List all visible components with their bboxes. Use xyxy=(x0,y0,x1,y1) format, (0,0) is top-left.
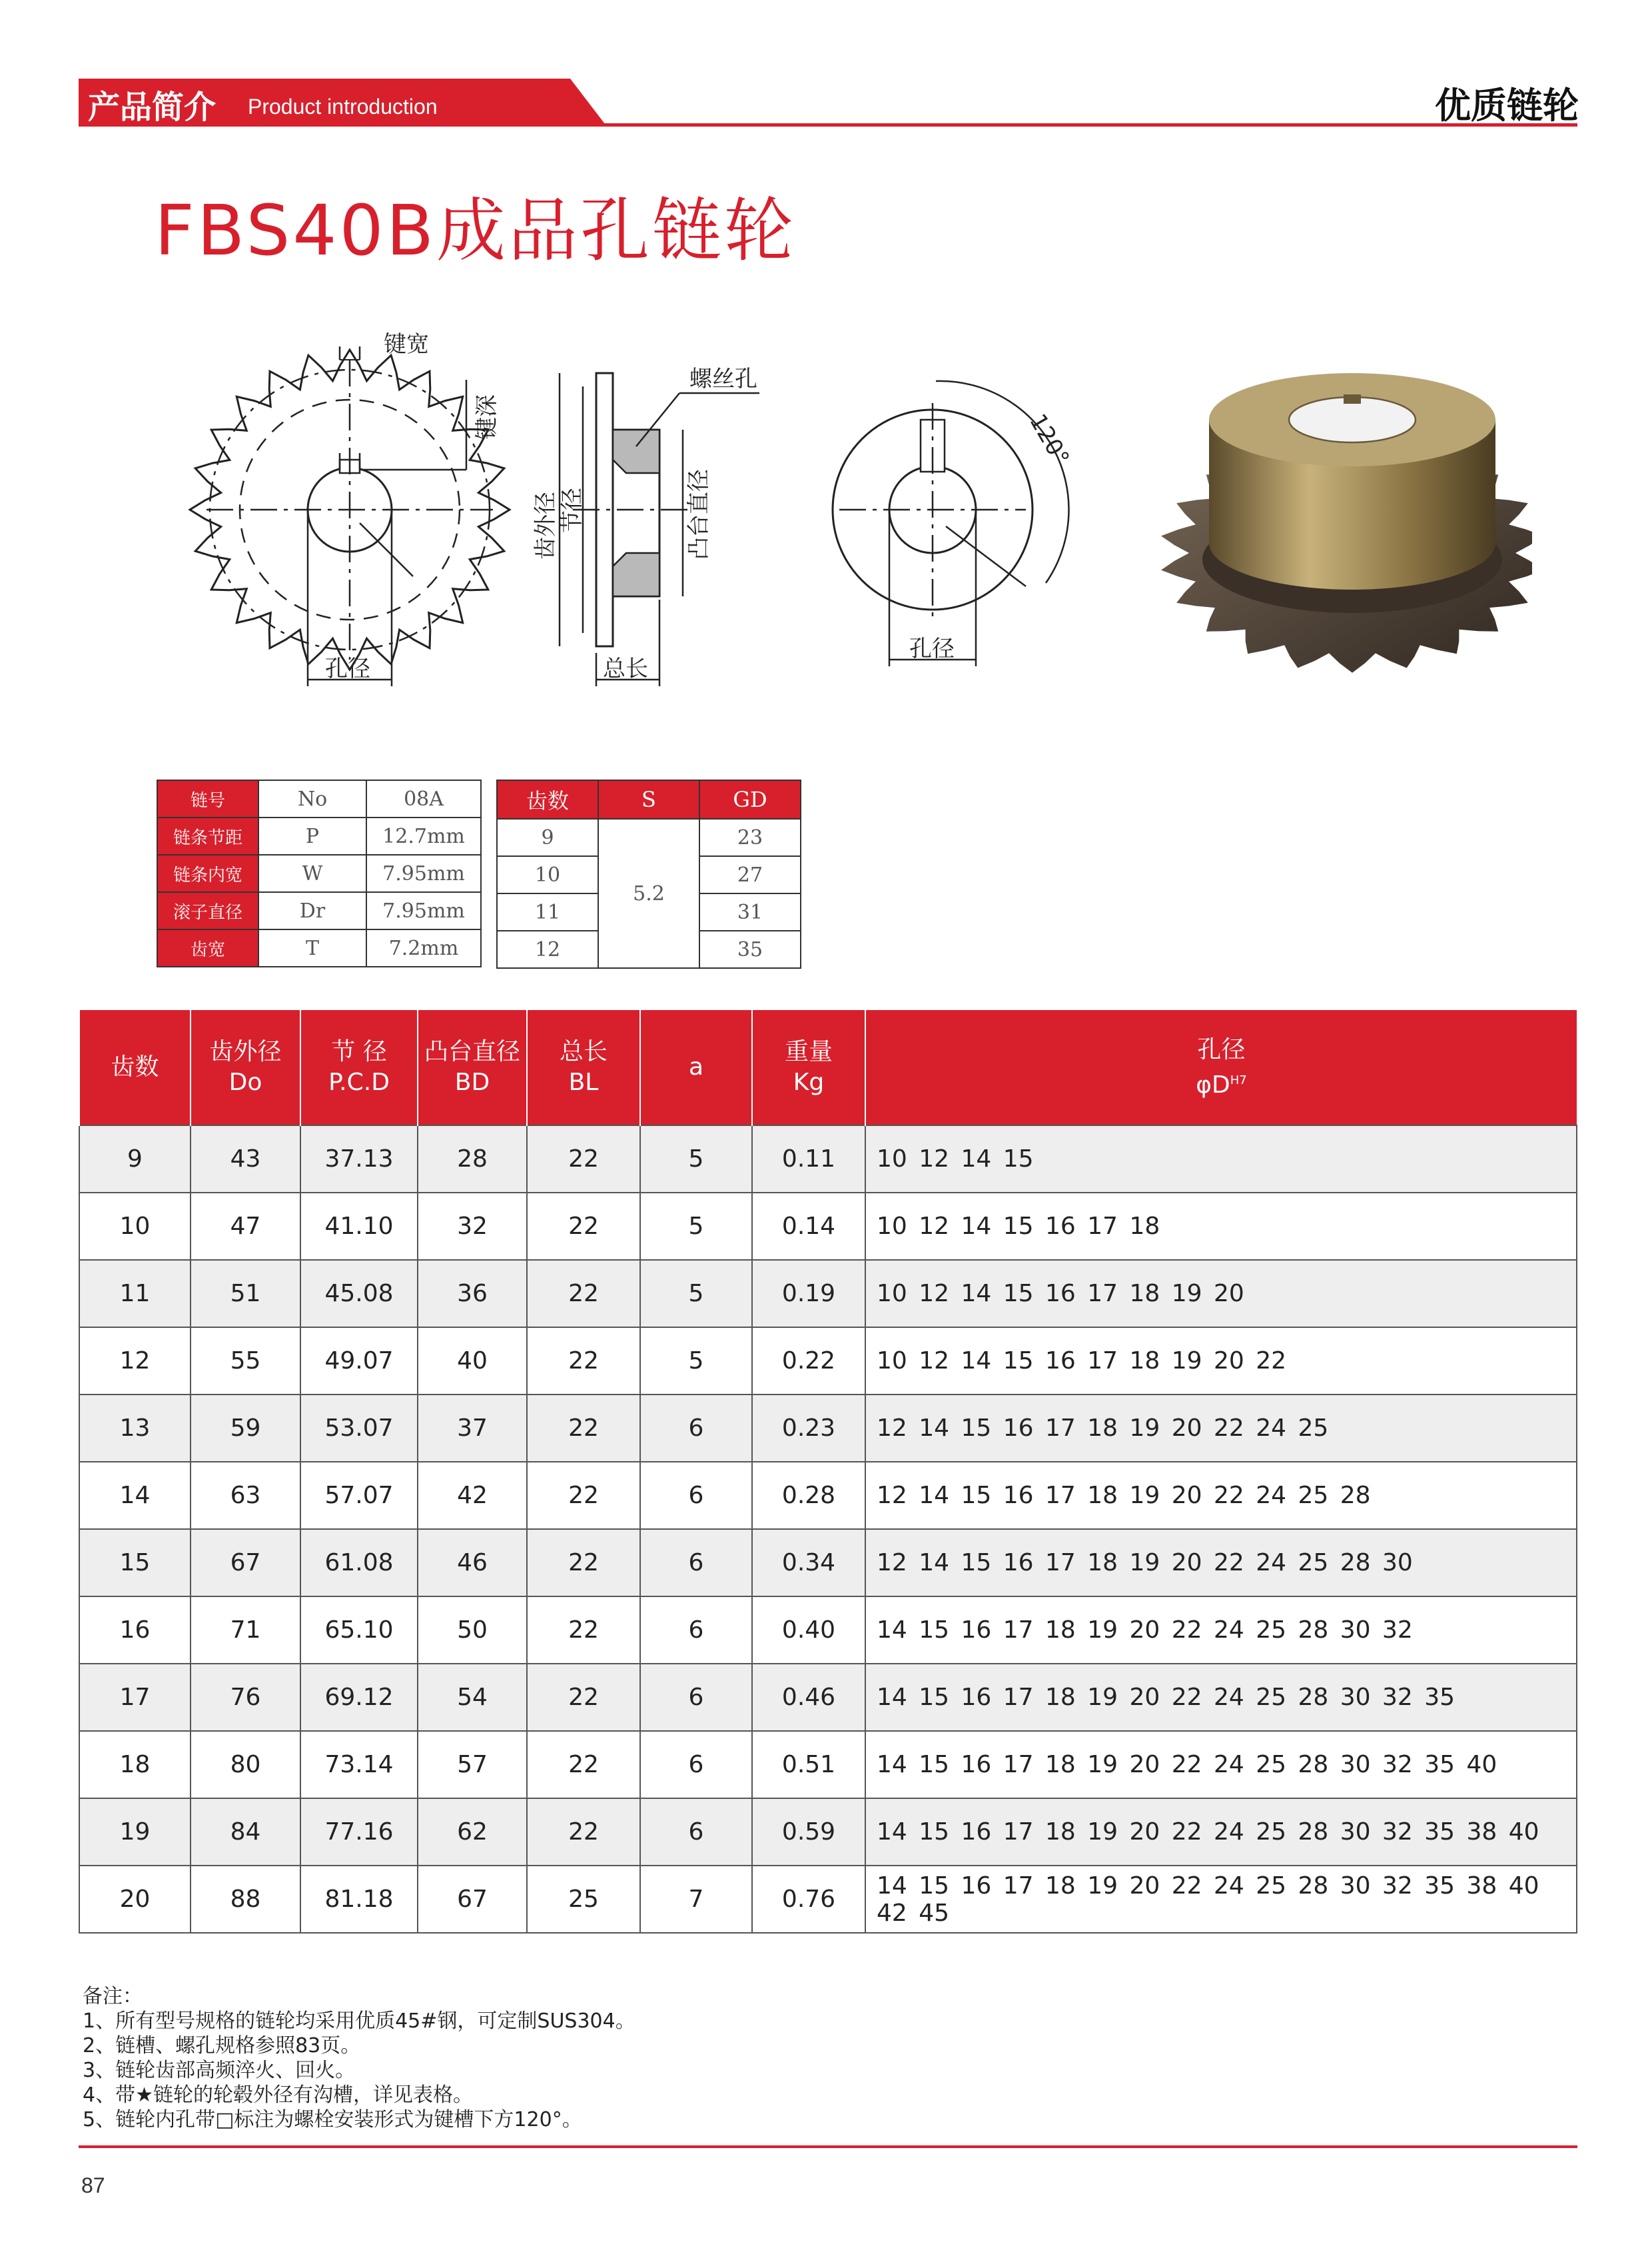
table-cell: 81.18 xyxy=(300,1866,418,1933)
header-label: a xyxy=(688,1053,704,1081)
table-cell: 50 xyxy=(418,1596,527,1664)
col-teeth: 齿数 xyxy=(497,780,598,819)
header-col-7 xyxy=(865,1010,1577,1125)
table-cell: 22 xyxy=(527,1462,640,1529)
product-photo xyxy=(1161,373,1532,673)
table-cell: 9 xyxy=(79,1125,191,1193)
table-cell: 36 xyxy=(418,1260,527,1327)
label-angle: 120° xyxy=(1024,409,1074,470)
table-row xyxy=(79,1193,1577,1260)
spec-row xyxy=(157,818,481,855)
table-cell: 32 xyxy=(418,1193,527,1260)
table-cell: 22 xyxy=(527,1664,640,1731)
header-label: 总长 xyxy=(559,1038,608,1065)
table-cell: 67 xyxy=(191,1529,300,1596)
table-cell: 22 xyxy=(527,1260,640,1327)
table-cell: 0.14 xyxy=(752,1193,865,1260)
table-cell: 84 xyxy=(191,1798,300,1866)
teeth-cell: 12 xyxy=(497,931,598,968)
table-cell: 12 14 15 16 17 18 19 20 22 24 25 28 30 xyxy=(865,1529,1577,1596)
table-cell: 5 xyxy=(640,1327,752,1395)
table-row xyxy=(79,1327,1577,1395)
spec-label: 齿宽 xyxy=(157,929,258,967)
table-cell: 51 xyxy=(191,1260,300,1327)
section-title-cn: 产品简介 xyxy=(88,89,216,126)
table-cell: 14 15 16 17 18 19 20 22 24 25 28 30 32 xyxy=(865,1596,1577,1664)
spec-symbol: Dr xyxy=(258,892,366,929)
col-gd: GD xyxy=(699,780,801,819)
table-cell: 63 xyxy=(191,1462,300,1529)
header-label: 齿外径 xyxy=(209,1038,282,1065)
table-cell: 62 xyxy=(418,1798,527,1866)
table-cell: 0.40 xyxy=(752,1596,865,1664)
table-cell: 12 14 15 16 17 18 19 20 22 24 25 28 xyxy=(865,1462,1577,1529)
hub-spec-row xyxy=(497,819,801,856)
table-cell: 6 xyxy=(640,1596,752,1664)
label-outer-dia: 齿外径 xyxy=(532,492,559,560)
table-row xyxy=(79,1125,1577,1193)
table-cell: 73.14 xyxy=(300,1731,418,1798)
spec-value: 7.95mm xyxy=(366,855,481,892)
table-cell: 57 xyxy=(418,1731,527,1798)
table-cell: 0.51 xyxy=(752,1731,865,1798)
table-cell: 76 xyxy=(191,1664,300,1731)
front-view xyxy=(190,331,510,686)
header-label: 重量 xyxy=(784,1038,833,1065)
spec-symbol: T xyxy=(258,929,366,967)
spec-label: 链条节距 xyxy=(157,818,258,855)
table-cell: 22 xyxy=(527,1596,640,1664)
table-cell: 77.16 xyxy=(300,1798,418,1866)
spec-label: 链号 xyxy=(157,780,258,818)
table-cell: 17 xyxy=(79,1664,191,1731)
table-cell: 10 12 14 15 16 17 18 19 20 22 xyxy=(865,1327,1577,1395)
table-cell: 14 15 16 17 18 19 20 22 24 25 28 30 32 35 38 40 xyxy=(865,1798,1577,1866)
table-cell: 14 15 16 17 18 19 20 22 24 25 28 30 32 35 40 xyxy=(865,1731,1577,1798)
table-cell: 0.28 xyxy=(752,1462,865,1529)
sprocket-dimension-table xyxy=(79,1010,1577,1934)
header-label: 节 径 xyxy=(331,1038,387,1065)
page-title: FBS40B成品孔链轮 xyxy=(155,190,797,271)
table-cell: 14 xyxy=(79,1462,191,1529)
section-title-en: Product introduction xyxy=(248,95,438,119)
chain-spec-table xyxy=(157,780,482,967)
note-line: 1、所有型号规格的链轮均采用优质45#钢，可定制SUS304。 xyxy=(83,2009,635,2033)
table-cell: 22 xyxy=(527,1529,640,1596)
spec-row xyxy=(157,892,481,929)
table-cell: 12 xyxy=(79,1327,191,1395)
table-cell: 42 xyxy=(418,1462,527,1529)
header-col-6 xyxy=(752,1010,865,1125)
table-cell: 22 xyxy=(527,1193,640,1260)
header-col-2 xyxy=(300,1010,418,1125)
table-cell: 61.08 xyxy=(300,1529,418,1596)
table-row xyxy=(79,1866,1577,1933)
header-rule xyxy=(79,123,1577,127)
spec-label: 链条内宽 xyxy=(157,855,258,892)
header-label: 凸台直径 xyxy=(424,1038,520,1065)
table-cell: 10 12 14 15 xyxy=(865,1125,1577,1193)
teeth-cell: 10 xyxy=(497,856,598,893)
header-sublabel: P.C.D xyxy=(328,1069,390,1096)
header-col-3 xyxy=(418,1010,527,1125)
technical-drawing xyxy=(187,320,1532,720)
table-cell: 53.07 xyxy=(300,1395,418,1462)
table-cell: 6 xyxy=(640,1395,752,1462)
table-row xyxy=(79,1462,1577,1529)
table-cell: 41.10 xyxy=(300,1193,418,1260)
table-cell: 10 12 14 15 16 17 18 xyxy=(865,1193,1577,1260)
note-line: 4、带★链轮的轮毂外径有沟槽，详见表格。 xyxy=(83,2083,473,2107)
table-cell: 88 xyxy=(191,1866,300,1933)
label-pitch-dia: 节径 xyxy=(559,488,586,533)
header-label: 孔径 xyxy=(1197,1035,1246,1063)
note-line: 2、链槽、螺孔规格参照83页。 xyxy=(83,2034,361,2057)
table-cell: 0.76 xyxy=(752,1866,865,1933)
table-cell: 0.22 xyxy=(752,1327,865,1395)
spec-row xyxy=(157,855,481,892)
header-sublabel: BD xyxy=(454,1069,490,1096)
header-col-4 xyxy=(527,1010,640,1125)
table-cell: 40 xyxy=(418,1327,527,1395)
table-cell: 0.11 xyxy=(752,1125,865,1193)
spec-value: 7.95mm xyxy=(366,892,481,929)
table-cell: 43 xyxy=(191,1125,300,1193)
table-cell: 6 xyxy=(640,1798,752,1866)
table-cell: 20 xyxy=(79,1866,191,1933)
brand-title: 优质链轮 xyxy=(1435,85,1579,127)
spec-row xyxy=(157,780,481,818)
header-sup: H7 xyxy=(1230,1073,1247,1087)
table-cell: 0.59 xyxy=(752,1798,865,1866)
label-bore-front: 孔径 xyxy=(325,656,370,682)
header-sublabel: φD xyxy=(1196,1071,1230,1099)
col-s: S xyxy=(598,780,699,819)
table-cell: 25 xyxy=(527,1866,640,1933)
table-cell: 5 xyxy=(640,1193,752,1260)
header-col-0 xyxy=(79,1010,191,1125)
table-cell: 6 xyxy=(640,1529,752,1596)
table-row xyxy=(79,1260,1577,1327)
spec-value: 08A xyxy=(366,780,481,818)
gd-cell: 27 xyxy=(699,856,801,893)
table-cell: 7 xyxy=(640,1866,752,1933)
table-cell: 49.07 xyxy=(300,1327,418,1395)
table-cell: 0.34 xyxy=(752,1529,865,1596)
table-cell: 5 xyxy=(640,1260,752,1327)
table-cell: 22 xyxy=(527,1798,640,1866)
label-total-length: 总长 xyxy=(603,656,648,682)
table-cell: 22 xyxy=(527,1327,640,1395)
table-cell: 69.12 xyxy=(300,1664,418,1731)
header-sublabel: Kg xyxy=(793,1069,825,1096)
header-col-5 xyxy=(640,1010,752,1125)
gd-cell: 35 xyxy=(699,931,801,968)
spec-label: 滚子直径 xyxy=(157,892,258,929)
table-cell: 28 xyxy=(418,1125,527,1193)
header-col-1 xyxy=(191,1010,300,1125)
table-cell: 65.10 xyxy=(300,1596,418,1664)
table-cell: 11 xyxy=(79,1260,191,1327)
table-row xyxy=(79,1395,1577,1462)
s-cell: 5.2 xyxy=(598,819,699,968)
table-cell: 18 xyxy=(79,1731,191,1798)
page-number: 87 xyxy=(81,2173,105,2197)
gd-cell: 31 xyxy=(699,893,801,931)
table-cell: 67 xyxy=(418,1866,527,1933)
table-cell: 19 xyxy=(79,1798,191,1866)
table-cell: 0.23 xyxy=(752,1395,865,1462)
table-row xyxy=(79,1731,1577,1798)
table-row xyxy=(79,1596,1577,1664)
label-key-width: 键宽 xyxy=(384,331,429,358)
table-cell: 37.13 xyxy=(300,1125,418,1193)
table-row xyxy=(79,1529,1577,1596)
note-line: 备注： xyxy=(83,1985,143,2008)
table-cell: 13 xyxy=(79,1395,191,1462)
table-cell: 0.46 xyxy=(752,1664,865,1731)
table-cell: 14 15 16 17 18 19 20 22 24 25 28 30 32 35 38 40 42 45 xyxy=(865,1866,1577,1933)
header-sublabel: Do xyxy=(228,1069,262,1096)
table-cell: 22 xyxy=(527,1395,640,1462)
table-cell: 57.07 xyxy=(300,1462,418,1529)
table-cell: 46 xyxy=(418,1529,527,1596)
table-cell: 12 14 15 16 17 18 19 20 22 24 25 xyxy=(865,1395,1577,1462)
label-bore-right: 孔径 xyxy=(909,636,955,662)
table-cell: 80 xyxy=(191,1731,300,1798)
footer-rule xyxy=(79,2145,1577,2148)
table-cell: 59 xyxy=(191,1395,300,1462)
table-cell: 10 12 14 15 16 17 18 19 20 xyxy=(865,1260,1577,1327)
table-cell: 71 xyxy=(191,1596,300,1664)
teeth-cell: 9 xyxy=(497,819,598,856)
spec-symbol: No xyxy=(258,780,366,818)
table-row xyxy=(79,1664,1577,1731)
label-hub-dia: 凸台直径 xyxy=(685,469,712,560)
table-row xyxy=(79,1798,1577,1866)
table-cell: 5 xyxy=(640,1125,752,1193)
table-cell: 16 xyxy=(79,1596,191,1664)
table-cell: 10 xyxy=(79,1193,191,1260)
table-cell: 6 xyxy=(640,1462,752,1529)
side-view xyxy=(532,366,759,686)
teeth-cell: 11 xyxy=(497,893,598,931)
table-cell: 14 15 16 17 18 19 20 22 24 25 28 30 32 35 xyxy=(865,1664,1577,1731)
table-cell: 15 xyxy=(79,1529,191,1596)
right-view xyxy=(833,381,1074,666)
gd-cell: 23 xyxy=(699,819,801,856)
spec-value: 7.2mm xyxy=(366,929,481,967)
table-cell: 54 xyxy=(418,1664,527,1731)
note-line: 5、链轮内孔带□标注为螺栓安装形式为键槽下方120°。 xyxy=(83,2108,582,2131)
spec-symbol: W xyxy=(258,855,366,892)
notes-block xyxy=(83,1984,635,2132)
table-cell: 55 xyxy=(191,1327,300,1395)
note-line: 3、链轮齿部高频淬火、回火。 xyxy=(83,2059,356,2082)
header-label: 齿数 xyxy=(111,1053,159,1081)
table-cell: 45.08 xyxy=(300,1260,418,1327)
header-sublabel: BL xyxy=(568,1069,599,1096)
label-key-depth: 键深 xyxy=(474,394,500,440)
spec-symbol: P xyxy=(258,818,366,855)
spec-row xyxy=(157,929,481,967)
table-cell: 0.19 xyxy=(752,1260,865,1327)
table-cell: 22 xyxy=(527,1125,640,1193)
table-cell: 37 xyxy=(418,1395,527,1462)
table-cell: 6 xyxy=(640,1731,752,1798)
table-cell: 47 xyxy=(191,1193,300,1260)
label-screw-hole: 螺丝孔 xyxy=(689,366,757,392)
spec-value: 12.7mm xyxy=(366,818,481,855)
table-cell: 6 xyxy=(640,1664,752,1731)
table-cell: 22 xyxy=(527,1731,640,1798)
hub-spec-table xyxy=(496,780,801,969)
